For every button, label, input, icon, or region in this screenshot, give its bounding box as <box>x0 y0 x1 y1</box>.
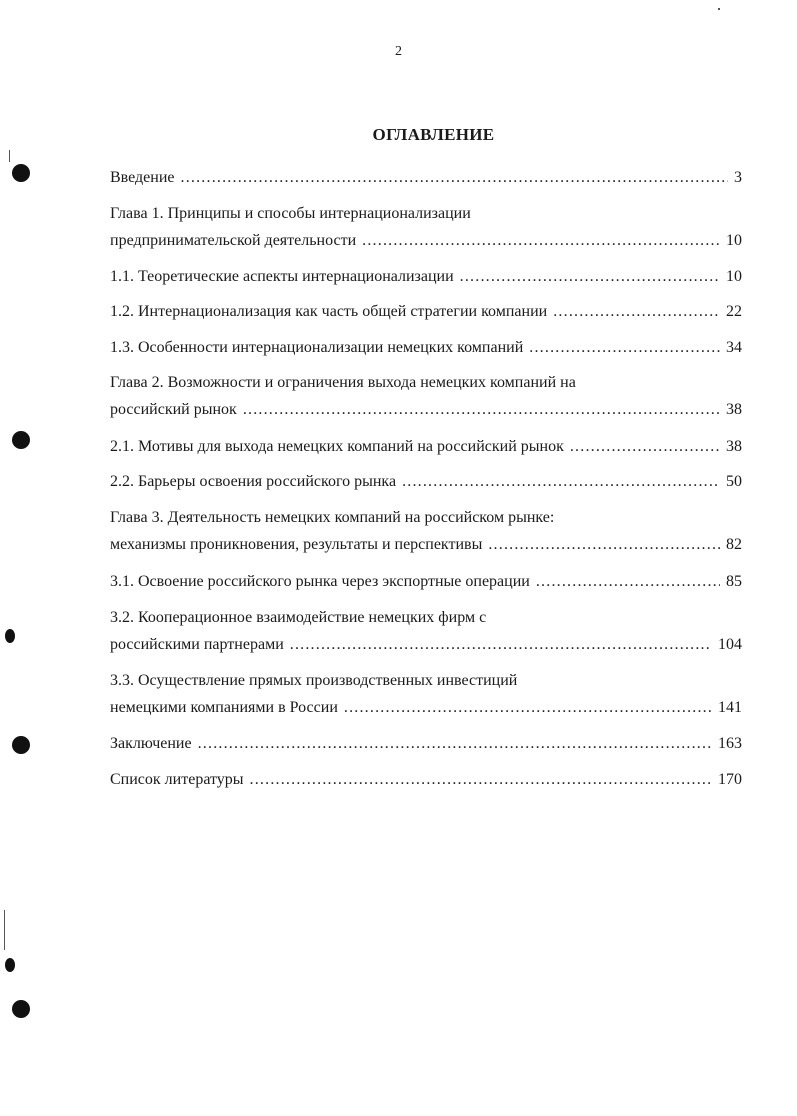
toc-leader-dots <box>290 634 712 656</box>
punch-hole <box>12 736 30 754</box>
toc-entry <box>110 337 742 359</box>
toc-entry <box>110 769 742 791</box>
toc-entry <box>110 167 742 189</box>
punch-hole <box>12 1000 30 1018</box>
toc-entry-label: механизмы проникновения, результаты и перспективы <box>110 536 483 553</box>
toc-entry-first-line: 3.2. Кооперационное взаимодействие немецких фирм с <box>110 609 487 626</box>
toc-entry-label: предпринимательской деятельности <box>110 232 357 249</box>
punch-hole <box>5 629 15 643</box>
toc-leader-dots <box>250 769 712 791</box>
toc-entry-page: 3 <box>734 169 742 186</box>
punch-hole <box>5 958 15 972</box>
toc-entry <box>110 372 742 420</box>
page-number: 2 <box>395 44 402 59</box>
toc-entry-page: 34 <box>726 339 742 356</box>
toc-entry-first-line: Глава 1. Принципы и способы интернационализации <box>110 205 471 222</box>
toc-leader-dots <box>198 733 712 755</box>
toc-leader-dots <box>536 571 720 593</box>
toc-entry-first-line: Глава 3. Деятельность немецких компаний на российском рынке: <box>110 509 555 526</box>
toc-entry <box>110 436 742 458</box>
toc-entry <box>110 203 742 251</box>
toc-entry-page: 85 <box>726 573 742 590</box>
toc-entry-label: 2.2. Барьеры освоения российского рынка <box>110 473 397 490</box>
toc-entry <box>110 266 742 288</box>
toc-entry-label: 1.1. Теоретические аспекты интернационализации <box>110 268 454 285</box>
punch-hole <box>12 431 30 449</box>
toc-entry-label: немецкими компаниями в России <box>110 699 338 716</box>
toc-title: ОГЛАВЛЕНИЕ <box>372 125 495 144</box>
toc-leader-dots <box>553 301 720 323</box>
toc-leader-dots <box>570 436 720 458</box>
toc-entry-page: 50 <box>726 473 742 490</box>
toc-entry <box>110 507 742 555</box>
toc-entry-label: Введение <box>110 169 175 186</box>
punch-hole <box>12 164 30 182</box>
toc-entry-first-line: Глава 2. Возможности и ограничения выхода немецких компаний на <box>110 374 576 391</box>
toc-entry-page: 10 <box>726 268 742 285</box>
toc-entry-page: 10 <box>726 232 742 249</box>
toc-entry-label: Заключение <box>110 735 192 752</box>
toc-entry <box>110 607 742 655</box>
toc-leader-dots <box>243 399 720 421</box>
scan-speck <box>9 150 10 162</box>
toc-leader-dots <box>362 230 720 252</box>
toc-entry-label: российский рынок <box>110 401 237 418</box>
scan-speck <box>718 8 720 10</box>
toc-leader-dots <box>181 167 729 189</box>
toc-entry-label: 1.3. Особенности интернационализации немецких компаний <box>110 339 524 356</box>
toc-entry-page: 104 <box>718 636 742 653</box>
toc-entry-label: Список литературы <box>110 771 244 788</box>
toc-entry-label: 1.2. Интернационализация как часть общей стратегии компании <box>110 303 548 320</box>
toc-entry <box>110 670 742 718</box>
toc-entry <box>110 733 742 755</box>
toc-entry-page: 22 <box>726 303 742 320</box>
toc-entry-label: 2.1. Мотивы для выхода немецких компаний на российский рынок <box>110 438 564 455</box>
toc-leader-dots <box>402 471 720 493</box>
toc-leader-dots <box>529 337 720 359</box>
toc-entry-page: 38 <box>726 401 742 418</box>
toc-leader-dots <box>460 266 720 288</box>
toc-entry-page: 38 <box>726 438 742 455</box>
toc-entry-first-line: 3.3. Осуществление прямых производственных инвестиций <box>110 672 518 689</box>
toc-entry-label: 3.1. Освоение российского рынка через экспортные операции <box>110 573 530 590</box>
toc-entry <box>110 471 742 493</box>
toc-leader-dots <box>488 534 720 556</box>
toc-entry-page: 141 <box>718 699 742 716</box>
toc-entry-label: российскими партнерами <box>110 636 284 653</box>
toc-entry <box>110 301 742 323</box>
scan-speck <box>4 910 5 950</box>
toc-entry-page: 170 <box>718 771 742 788</box>
toc-entry <box>110 571 742 593</box>
toc-entry-page: 163 <box>718 735 742 752</box>
toc-entry-page: 82 <box>726 536 742 553</box>
toc-leader-dots <box>344 697 712 719</box>
